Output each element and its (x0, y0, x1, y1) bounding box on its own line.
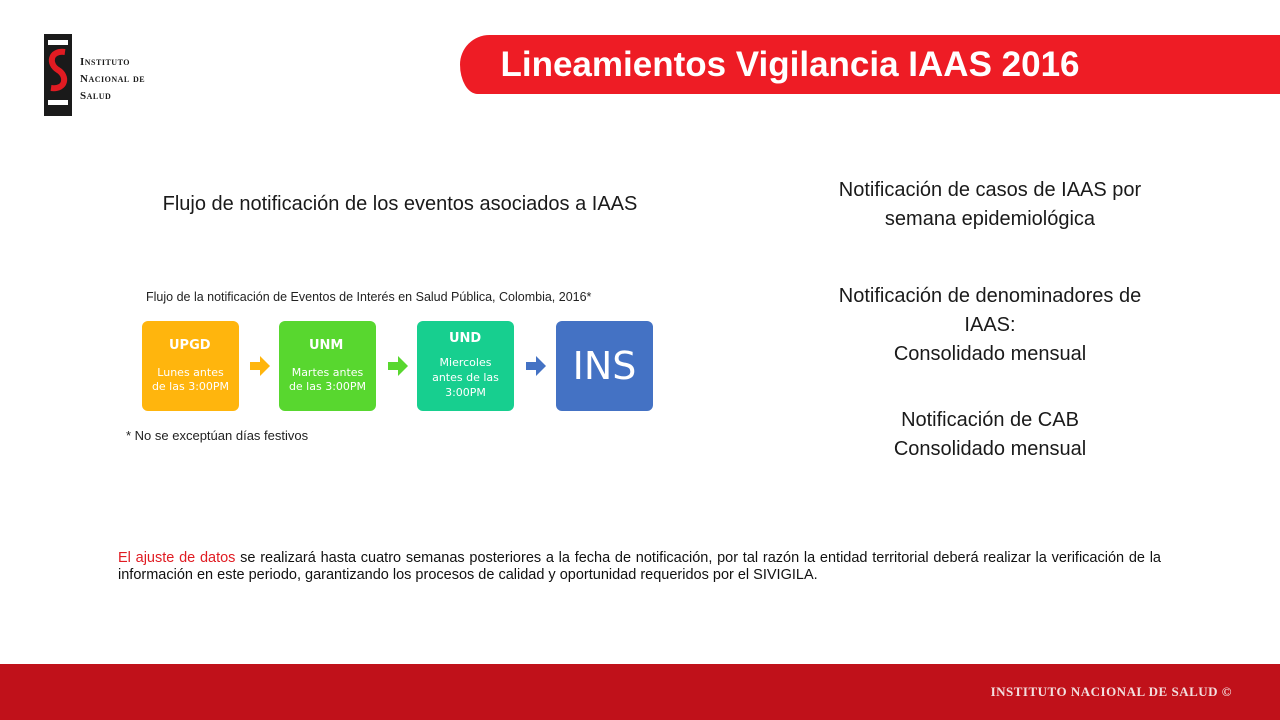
logo-line-3: Salud (80, 90, 112, 102)
flow-box-title: UND (449, 331, 482, 346)
paragraph-text: se realizará hasta cuatro semanas posteriores a la fecha de notificación, por tal razón la entidad territorial deberá realizar la verificación de la información en este periodo, garantizando los procesos de calidad y oportunidad requeridos por el SIVIGILA. (118, 550, 1161, 583)
flow-box-und (417, 321, 514, 411)
flow-footnote: * No se exceptúan días festivos (126, 428, 309, 443)
ins-logo-text (80, 54, 145, 105)
page-title: Lineamientos Vigilancia IAAS 2016 (500, 45, 1080, 84)
flow-caption: Flujo de la notificación de Eventos de Interés en Salud Pública, Colombia, 2016* (146, 290, 592, 304)
logo-line-1: Instituto (80, 56, 130, 68)
notification-cases-line: Notificación de casos de IAAS por (838, 179, 1142, 201)
notification-denominators-line: Notificación de denominadores de (838, 285, 1142, 307)
arrow-right-icon (388, 356, 408, 376)
logo-line-2: Nacional de (80, 73, 146, 85)
footer-copyright: INSTITUTO NACIONAL DE SALUD © (990, 684, 1232, 699)
notification-denominators-line: IAAS: (964, 314, 1016, 336)
flow-box-line: 3:00PM (445, 386, 486, 399)
flow-section-title: Flujo de notificación de los eventos asociados a IAAS (162, 193, 638, 215)
notification-cases-line: semana epidemiológica (884, 208, 1096, 230)
data-adjustment-paragraph (118, 550, 1161, 584)
footer-bar (0, 664, 1280, 720)
flow-box-line: Miercoles (439, 356, 492, 369)
paragraph-highlight: El ajuste de datos (118, 550, 236, 566)
notification-denominators (800, 282, 1180, 369)
flow-box-ins (556, 321, 653, 411)
flow-box-line: Martes antes (291, 366, 364, 379)
notification-cab (800, 406, 1180, 464)
ins-logo-mark (44, 34, 72, 116)
flow-box-line: antes de las (432, 371, 499, 384)
notification-cases (800, 176, 1180, 234)
notification-cab-line: Consolidado mensual (893, 438, 1087, 460)
ins-logo (44, 34, 164, 118)
arrow-right-icon (526, 356, 546, 376)
flow-box-unm (279, 321, 376, 411)
flow-box-upgd (142, 321, 239, 411)
title-banner (460, 35, 1280, 94)
flow-box-title: INS (572, 344, 637, 388)
notification-cab-line: Notificación de CAB (901, 409, 1079, 431)
flow-box-line: de las 3:00PM (151, 380, 230, 393)
flow-box-line: de las 3:00PM (288, 380, 367, 393)
flow-box-title: UNM (309, 338, 344, 353)
flow-box-line: Lunes antes (157, 366, 224, 379)
flow-box-title: UPGD (169, 338, 211, 353)
arrow-right-icon (250, 356, 270, 376)
notification-denominators-line: Consolidado mensual (893, 343, 1087, 365)
